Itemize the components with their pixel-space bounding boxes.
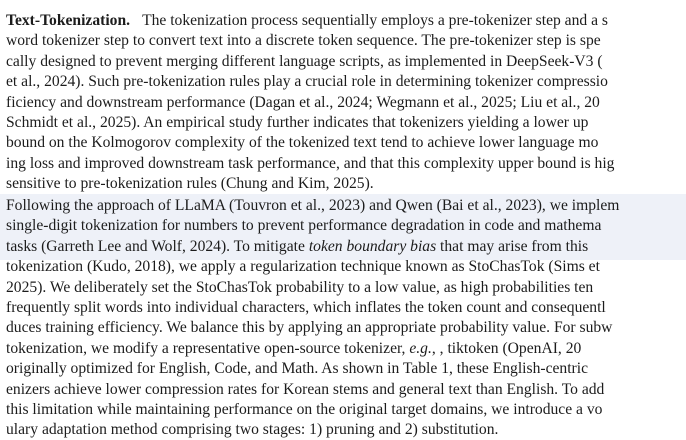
paragraph-line: this limitation while maintaining performance on the original target domains, we introduce a vo — [6, 400, 603, 418]
paragraph-line — [0, 11, 686, 31]
emphasized-term: e.g. — [409, 339, 432, 357]
line-text: The tokenization process sequentially employs a pre-tokenizer step and a s — [142, 12, 608, 29]
paragraph-line: Following the approach of LLaMA (Touvron et al., 2023) and Qwen (Bai et al., 2023), we implem — [6, 197, 620, 214]
paragraph-line: single-digit tokenization for numbers to prevent performance degradation in code and mathema — [6, 217, 602, 235]
paragraph-line: tokenization (Kudo, 2018), we apply a regularization technique known as StoChasTok (Sims et — [6, 258, 600, 276]
paragraph-line: sensitive to pre-tokenization rules (Chung and Kim, 2025). — [6, 175, 374, 193]
paragraph-line: ing loss and improved downstream task performance, and that this complexity upper bound is hig — [6, 154, 615, 172]
line-text: tokenization, we modify a representative open-source tokenizer, — [6, 339, 410, 357]
paragraph-line: enizers achieve lower compression rates for Korean stems and general text than English. To add — [6, 380, 605, 398]
line-text: tasks (Garreth Lee and Wolf, 2024). To mitigate — [6, 237, 309, 255]
paragraph-line — [0, 339, 686, 359]
paragraph-line: ulary adaptation method comprising two stages: 1) pruning and 2) substitution. — [6, 421, 499, 439]
paragraph-line: Schmidt et al., 2025). An empirical study further indicates that tokenizers yielding a lower up — [6, 113, 589, 131]
paragraph-line: word tokenizer step to convert text into a discrete token sequence. The pre-tokenizer step is spe — [6, 32, 601, 50]
paragraph-line: bound on the Kolmogorov complexity of the tokenized text tend to achieve lower language mo — [6, 134, 599, 152]
section-heading: Text-Tokenization. — [6, 12, 131, 29]
line-text: , , tiktoken (OpenAI, 20 — [431, 339, 582, 357]
paragraph-text-tokenization — [0, 11, 686, 195]
emphasized-term: token boundary bias — [308, 237, 437, 255]
paragraph-line: duces training efficiency. We balance this by applying an appropriate probability value. For subw — [6, 319, 613, 337]
paragraph-line: ficiency and downstream performance (Dagan et al., 2024; Wegmann et al., 2025; Liu et al., 20 — [6, 93, 600, 111]
paragraph-line — [0, 237, 686, 257]
paragraph-line: et al., 2024). Such pre-tokenization rules play a crucial role in determining tokenizer compressio — [6, 73, 608, 91]
paragraph-line: 2025). We deliberately set the StoChasTok probability to a low value, as high probabilities ten — [6, 278, 594, 296]
paragraph-tokenization-approach — [0, 196, 686, 440]
paragraph-line: frequently split words into individual characters, which inflates the token count and consequentl — [6, 298, 606, 316]
line-text: that may arise from this — [436, 237, 589, 255]
paragraph-line: originally optimized for English, Code, and Math. As shown in Table 1, these English-centric — [6, 360, 588, 378]
paragraph-line: cally designed to prevent merging different language scripts, as implemented in DeepSeek-V3 ( — [6, 52, 603, 70]
